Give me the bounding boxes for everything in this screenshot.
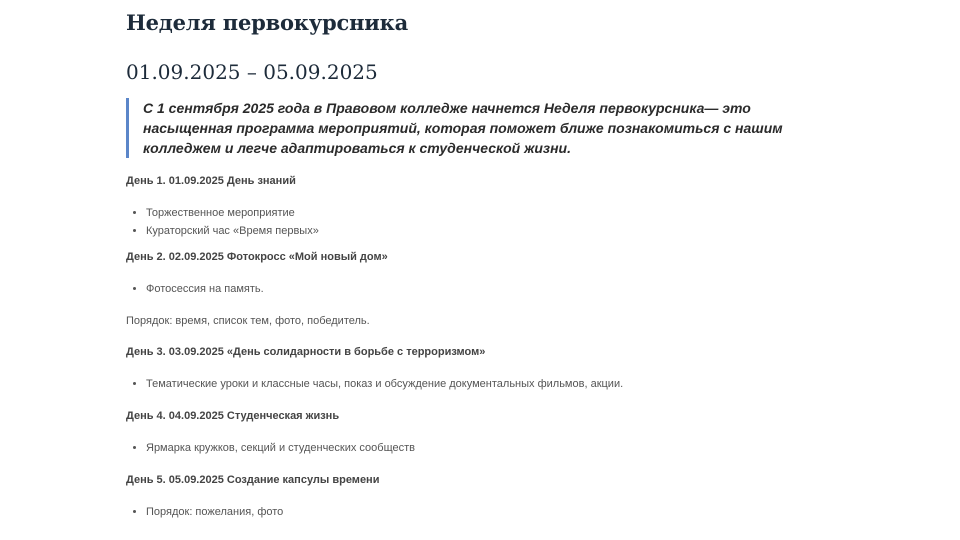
day-heading: День 4. 04.09.2025 Студенческая жизнь	[126, 410, 340, 422]
day-note: Порядок: время, список тем, фото, победитель.	[126, 315, 370, 327]
page-title: Неделя первокурсника	[126, 10, 409, 35]
intro-quote: С 1 сентября 2025 года в Правовом колледже начнется Неделя первокурсника— это насыщенная программа мероприятий, которая поможет ближе познакомиться с нашим колледжем и легче адаптироваться к студенческой жизни.	[126, 98, 826, 158]
day-heading: День 1. 01.09.2025 День знаний	[126, 175, 296, 187]
list-item: • Фотосессия на память.	[146, 280, 846, 298]
list-item: • Порядок: пожелания, фото	[146, 503, 846, 521]
list-item: • Торжественное мероприятие	[146, 204, 846, 222]
schedule	[126, 172, 846, 521]
day-heading: День 5. 05.09.2025 Создание капсулы времени	[126, 474, 380, 486]
list-item: • Ярмарка кружков, секций и студенческих сообществ	[146, 439, 846, 457]
day-items-list	[126, 503, 846, 521]
day-items-list	[126, 375, 846, 393]
list-item: • Тематические уроки и классные часы, показ и обсуждение документальных фильмов, акции.	[146, 375, 846, 393]
day-items-list	[126, 439, 846, 457]
day-items-list	[126, 204, 846, 240]
day-heading: День 3. 03.09.2025 «День солидарности в борьбе с терроризмом»	[126, 346, 486, 358]
day-heading: День 2. 02.09.2025 Фотокросс «Мой новый дом»	[126, 251, 388, 263]
list-item: • Кураторский час «Время первых»	[146, 222, 846, 240]
date-range: 01.09.2025 – 05.09.2025	[126, 60, 378, 84]
day-items-list	[126, 280, 846, 298]
